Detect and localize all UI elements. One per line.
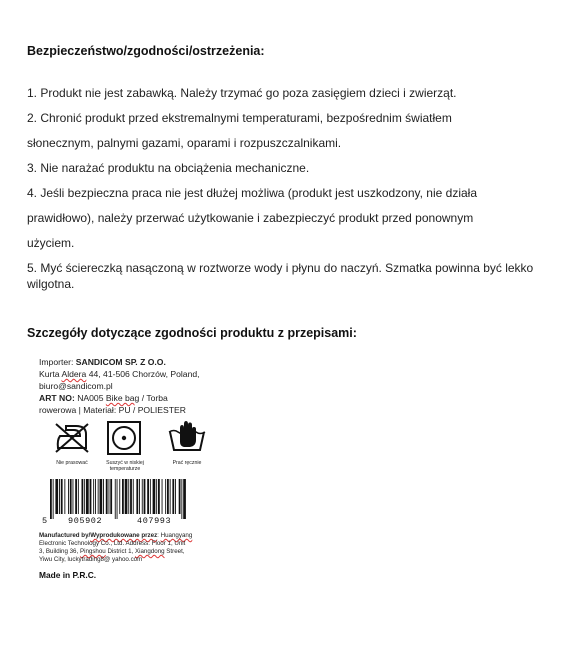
barcode-bar [55,479,58,514]
label-manufacturer-line2: Electronic Technology Co., Ltd. Address: Floor 1, Unit [39,540,186,547]
hand-wash-icon [166,420,208,454]
barcode-bar [170,479,171,514]
safety-line-8: 5. Myć ściereczką nasączoną w roztworze wody i płynu do naczyń. Szmatka powinna być lekko [27,261,534,275]
barcode-bar [68,479,69,514]
barcode-bar [70,479,72,514]
barcode-bar [82,479,84,514]
tumble-dry-low-icon [106,420,142,456]
barcode-bar [90,479,92,514]
barcode-bar [61,479,63,514]
barcode-bar [78,479,79,514]
barcode-bar [156,479,157,514]
safety-line-4: 3. Nie narażać produktu na obciążenia mechaniczne. [27,161,310,175]
barcode-bar [110,479,112,514]
barcode-digits-right: 407993 [137,516,172,526]
safety-line-3: słonecznym, palnymi gazami, oparami i rozpuszczalnikami. [27,136,342,150]
barcode-bar [119,479,120,514]
barcode-bar [139,479,140,514]
label-manufacturer-line3: 3, Building 36, Pingshou District 1, Xiangdong Street, [39,548,185,555]
barcode-bar [167,479,169,514]
barcode-bars [42,479,192,521]
barcode-bar [162,479,163,514]
barcode-bar [133,479,134,514]
barcode-bar [109,479,110,514]
barcode-bar [153,479,156,514]
barcode-bar [53,479,54,519]
barcode-bar [59,479,60,514]
barcode-bar [95,479,96,514]
safety-line-1: 1. Produkt nie jest zabawką. Należy trzymać go poza zasięgiem dzieci i zwierząt. [27,86,457,100]
barcode-bar [165,479,166,514]
barcode-digits-left: 905902 [68,516,103,526]
barcode-bar [50,479,52,519]
barcode-bar [84,479,85,514]
label-made-in: Made in P.R.C. [39,570,97,580]
barcode-bar [98,479,99,514]
label-art-no: ART NO: NA005 Bike bag / Torba [39,393,168,403]
product-label [36,352,226,587]
barcode-bar [183,479,186,519]
care-caption-no-ironing: Nie prasować [56,460,88,466]
barcode-bar [86,479,89,514]
barcode-digit-first: 5 [42,516,48,526]
safety-line-5: 4. Jeśli bezpieczna praca nie jest dłużej możliwa (produkt jest uszkodzony, nie działa [27,186,478,200]
barcode-bar [175,479,176,514]
care-caption-tumble-dry: Suszyć w niskiej temperaturze [106,460,144,472]
barcode-bar [103,479,104,514]
safety-heading: Bezpieczeństwo/zgodności/ostrzeżenia: [27,44,265,58]
label-importer: Importer: SANDICOM SP. Z O.O. [39,357,166,367]
barcode-bar [125,479,128,514]
barcode-bar [106,479,108,514]
safety-line-9: wilgotna. [27,277,75,291]
barcode-bar [117,479,118,519]
label-address: Kurta Aldera 44, 41-506 Chorzów, Poland, [39,369,200,379]
barcode-bar [150,479,151,514]
care-symbols [50,420,210,476]
barcode-bar [75,479,77,514]
label-manufacturer-line1: Manufactured by/Wyprodukowane przez: Huangyang [39,532,193,539]
barcode-bar [93,479,94,514]
barcode-bar [100,479,103,514]
barcode-bar [158,479,160,514]
barcode-bar [64,479,65,514]
care-caption-hand-wash: Prać ręcznie [172,460,202,466]
safety-line-7: użyciem. [27,236,75,250]
barcode-bar [172,479,174,514]
barcode-bar [115,479,116,519]
barcode-bar [144,479,146,514]
barcode-bar [136,479,138,514]
barcode-bar [179,479,181,514]
label-material: rowerowa | Materiał: PU / POLIESTER [39,405,186,415]
compliance-heading: Szczegóły dotyczące zgodności produktu z przepisami: [27,326,357,340]
safety-line-6: prawidłowo), należy przerwać użytkowanie i zabezpieczyć produkt przed ponownym [27,211,474,225]
safety-line-2: 2. Chronić produkt przed ekstremalnymi temperaturami, bezpośrednim światłem [27,111,452,125]
no-ironing-icon [52,420,92,454]
label-email: biuro@sandicom.pl [39,381,113,391]
barcode-bar [73,479,74,514]
barcode-bar [147,479,149,514]
barcode-bar [181,479,182,519]
barcode-bar [128,479,129,514]
label-manufacturer-line4: Yiwu City, luckytrading8@ yahoo.com [39,556,143,563]
barcode [42,479,192,531]
barcode-bar [130,479,132,514]
barcode-bar [142,479,143,514]
barcode-bar [122,479,124,514]
